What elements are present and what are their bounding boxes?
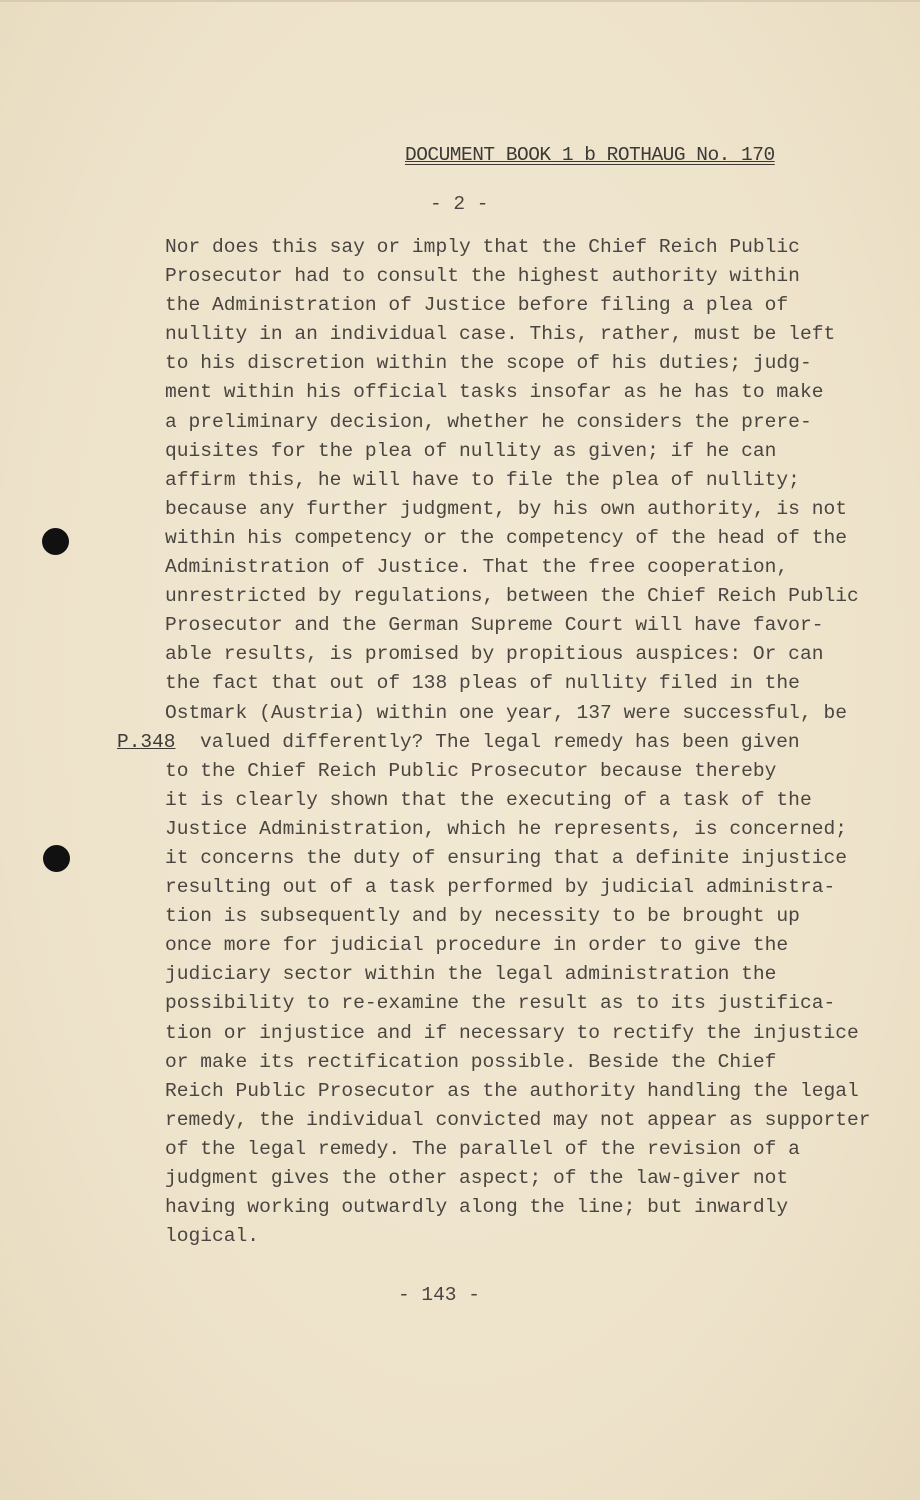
text-line: resulting out of a task performed by judicial administra-	[165, 876, 836, 899]
text-line: Prosecutor and the German Supreme Court will have favor-	[165, 614, 824, 637]
margin-note: P.348	[117, 731, 176, 753]
text-line: Prosecutor had to consult the highest authority within	[165, 265, 800, 288]
text-line: nullity in an individual case. This, rather, must be left	[165, 323, 836, 346]
text-line: a preliminary decision, whether he considers the prere-	[165, 410, 812, 433]
text-line: able results, is promised by propitious auspices: Or can	[165, 643, 824, 666]
text-line: tion or injustice and if necessary to rectify the injustice	[165, 1021, 859, 1044]
text-line: once more for judicial procedure in order to give the	[165, 934, 789, 957]
text-line: of the legal remedy. The parallel of the revision of a	[165, 1137, 800, 1160]
text-line: possibility to re-examine the result as to its justifica-	[165, 992, 836, 1015]
text-line: unrestricted by regulations, between the Chief Reich Public	[165, 585, 859, 608]
page-marker: - 2 -	[430, 193, 489, 215]
text-line: the fact that out of 138 pleas of nullity filed in the	[165, 672, 800, 695]
text-line: Administration of Justice. That the free cooperation,	[165, 556, 789, 579]
text-line: judgment gives the other aspect; of the law-giver not	[165, 1167, 789, 1189]
text-line: valued differently? The legal remedy has been given	[200, 730, 800, 753]
document-body	[165, 233, 871, 1251]
text-line: Nor does this say or imply that the Chief Reich Public	[165, 236, 800, 258]
text-line: it is clearly shown that the executing of a task of the	[165, 788, 812, 811]
text-line: affirm this, he will have to file the plea of nullity;	[165, 468, 800, 491]
text-line: tion is subsequently and by necessity to be brought up	[165, 905, 800, 928]
text-line: judiciary sector within the legal administration the	[165, 963, 777, 986]
text-line: remedy, the individual convicted may not appear as supporter	[165, 1108, 871, 1131]
page-footer: - 143 -	[398, 1284, 480, 1306]
text-line: quisites for the plea of nullity as given; if he can	[165, 439, 777, 462]
text-line: within his competency or the competency of the head of the	[165, 526, 847, 549]
text-line: Ostmark (Austria) within one year, 137 were successful, be	[165, 701, 847, 724]
text-line: the Administration of Justice before filing a plea of	[165, 294, 789, 317]
punch-hole-icon	[42, 528, 69, 555]
text-line: or make its rectification possible. Beside the Chief	[165, 1050, 777, 1073]
text-line: Justice Administration, which he represents, is concerned;	[165, 817, 847, 840]
text-line: having working outwardly along the line; but inwardly	[165, 1196, 789, 1219]
document-header: DOCUMENT BOOK 1 b ROTHAUG No. 170	[405, 144, 775, 166]
text-line: Reich Public Prosecutor as the authority handling the legal	[165, 1079, 859, 1102]
text-line: logical.	[165, 1225, 260, 1248]
text-line: ment within his official tasks insofar as he has to make	[165, 381, 824, 404]
text-line: because any further judgment, by his own authority, is not	[165, 497, 847, 520]
text-line: to the Chief Reich Public Prosecutor because thereby	[165, 759, 777, 782]
text-line: it concerns the duty of ensuring that a definite injustice	[165, 846, 847, 869]
punch-hole-icon	[43, 845, 70, 872]
text-line: to his discretion within the scope of his duties; judg-	[165, 352, 812, 375]
page-edge	[0, 0, 920, 2]
